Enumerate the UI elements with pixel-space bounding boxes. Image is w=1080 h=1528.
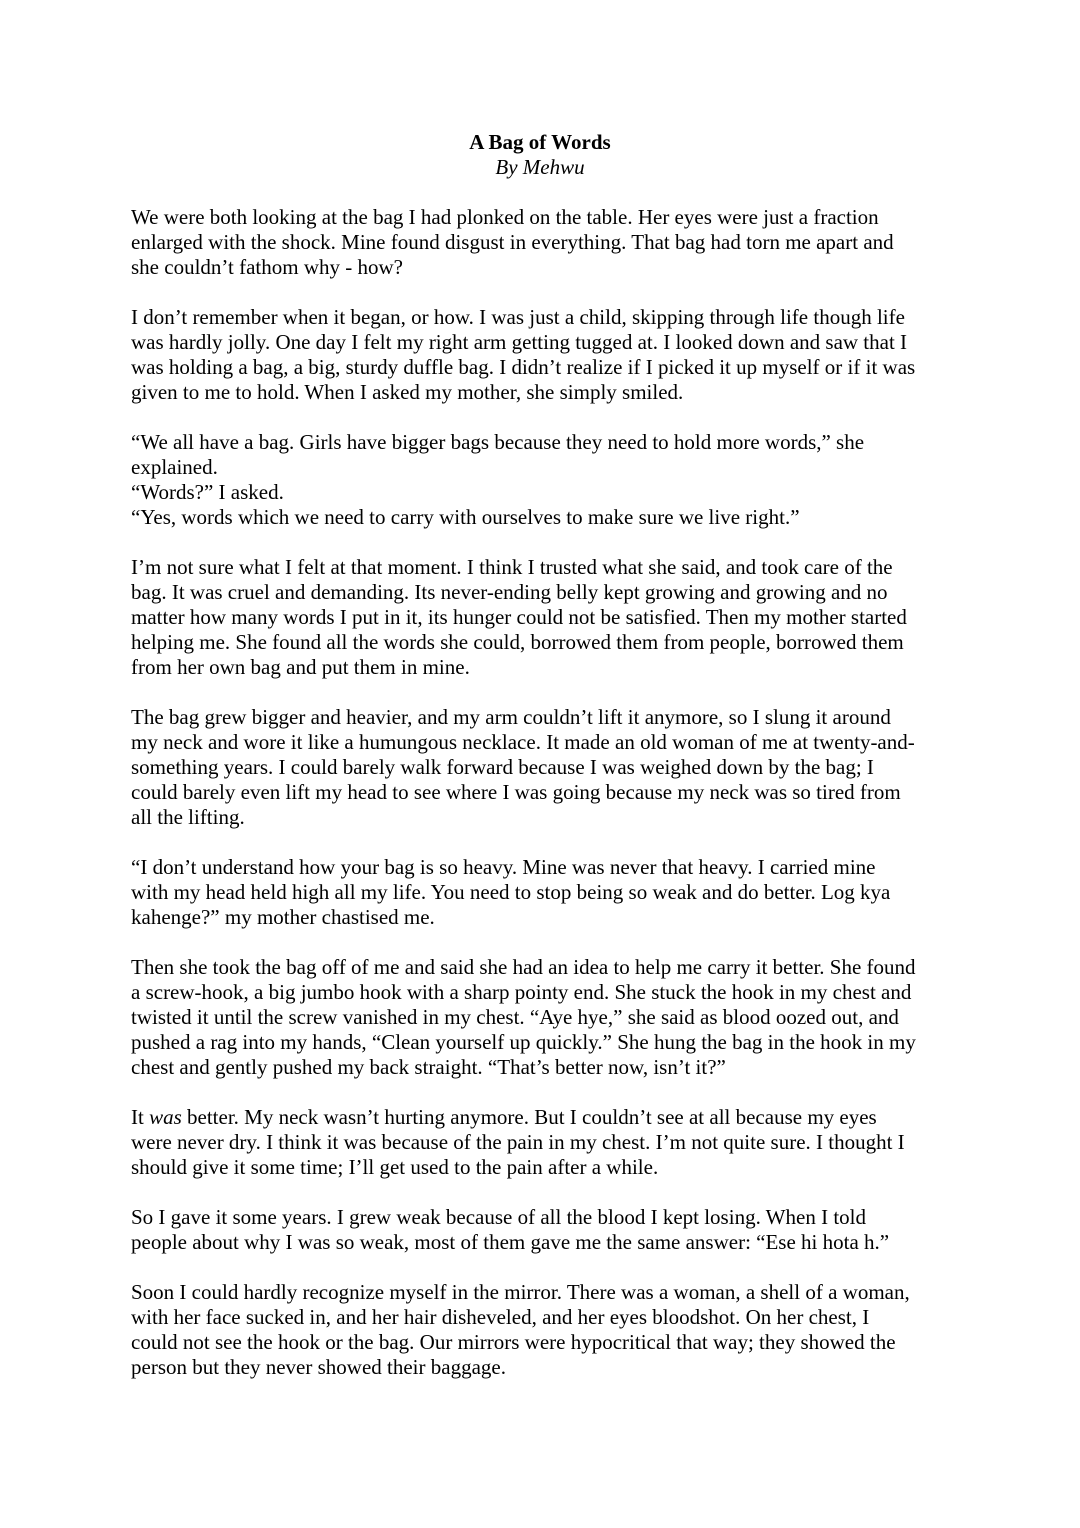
paragraph-9 bbox=[131, 955, 961, 1080]
text-line: given to me to hold. When I asked my mother, she simply smiled. bbox=[131, 380, 684, 404]
text-line: I don’t remember when it began, or how. I was just a child, skipping through life though life bbox=[131, 305, 905, 329]
text-line: I’m not sure what I felt at that moment. I think I trusted what she said, and took care of the bbox=[131, 555, 893, 579]
paragraph-12 bbox=[131, 1280, 961, 1380]
text-line: The bag grew bigger and heavier, and my arm couldn’t lift it anymore, so I slung it around bbox=[131, 705, 891, 729]
text-line: twisted it until the screw vanished in my chest. “Aye hye,” she said as blood oozed out, and bbox=[131, 1005, 899, 1029]
text-line: was hardly jolly. One day I felt my right arm getting tugged at. I looked down and saw that I bbox=[131, 330, 908, 354]
text-line: a screw-hook, a big jumbo hook with a sharp pointy end. She stuck the hook in my chest and bbox=[131, 980, 912, 1004]
text-line: with my head held high all my life. You need to stop being so weak and do better. Log kya bbox=[131, 880, 891, 904]
text-line: bag. It was cruel and demanding. Its never-ending belly kept growing and growing and no bbox=[131, 580, 888, 604]
text-line: Soon I could hardly recognize myself in the mirror. There was a woman, a shell of a woman, bbox=[131, 1280, 910, 1304]
text-line: “Yes, words which we need to carry with ourselves to make sure we live right.” bbox=[131, 505, 800, 529]
paragraph-8 bbox=[131, 855, 961, 930]
text-run: It bbox=[131, 1105, 150, 1129]
text-line: “We all have a bag. Girls have bigger bags because they need to hold more words,” she bbox=[131, 430, 865, 454]
text-line: from her own bag and put them in mine. bbox=[131, 655, 470, 679]
text-line: “Words?” I asked. bbox=[131, 480, 284, 504]
paragraph-3 bbox=[131, 430, 961, 480]
text-line: was holding a bag, a big, sturdy duffle bag. I didn’t realize if I picked it up myself or if it was bbox=[131, 355, 916, 379]
story-byline: By Mehwu bbox=[495, 155, 585, 179]
paragraph-10 bbox=[131, 1105, 961, 1180]
text-line: with her face sucked in, and her hair disheveled, and her eyes bloodshot. On her chest, I bbox=[131, 1305, 870, 1329]
text-line: helping me. She found all the words she could, borrowed them from people, borrowed them bbox=[131, 630, 904, 654]
text-line: could not see the hook or the bag. Our mirrors were hypocritical that way; they showed the bbox=[131, 1330, 896, 1354]
text-line: Then she took the bag off of me and said she had an idea to help me carry it better. She found bbox=[131, 955, 916, 979]
text-line: pushed a rag into my hands, “Clean yourself up quickly.” She hung the bag in the hook in my bbox=[131, 1030, 916, 1054]
text-line: could barely even lift my head to see where I was going because my neck was so tired from bbox=[131, 780, 901, 804]
text-line: people about why I was so weak, most of them gave me the same answer: “Ese hi hota h.” bbox=[131, 1230, 890, 1254]
text-line: were never dry. I think it was because of the pain in my chest. I’m not quite sure. I thought I bbox=[131, 1130, 905, 1154]
text-line bbox=[131, 1105, 961, 1130]
text-line: she couldn’t fathom why - how? bbox=[131, 255, 403, 279]
text-line: enlarged with the shock. Mine found disgust in everything. That bag had torn me apart and bbox=[131, 230, 894, 254]
paragraph-7 bbox=[131, 705, 961, 830]
paragraph-1 bbox=[131, 205, 961, 280]
paragraph-2 bbox=[131, 305, 961, 405]
emphasized-word: was bbox=[149, 1105, 182, 1129]
text-line: something years. I could barely walk forward because I was weighed down by the bag; I bbox=[131, 755, 874, 779]
text-line: person but they never showed their baggage. bbox=[131, 1355, 506, 1379]
paragraph-4 bbox=[131, 480, 961, 505]
text-line: “I don’t understand how your bag is so heavy. Mine was never that heavy. I carried mine bbox=[131, 855, 876, 879]
text-line: should give it some time; I’ll get used to the pain after a while. bbox=[131, 1155, 659, 1179]
text-line: We were both looking at the bag I had plonked on the table. Her eyes were just a fraction bbox=[131, 205, 879, 229]
story-title: A Bag of Words bbox=[469, 130, 611, 154]
paragraph-5 bbox=[131, 505, 961, 530]
text-line: explained. bbox=[131, 455, 218, 479]
text-run: better. My neck wasn’t hurting anymore. But I couldn’t see at all because my eyes bbox=[181, 1105, 877, 1129]
paragraph-6 bbox=[131, 555, 961, 680]
paragraph-11 bbox=[131, 1205, 961, 1255]
story-body bbox=[131, 205, 961, 1405]
text-line: all the lifting. bbox=[131, 805, 245, 829]
text-line: So I gave it some years. I grew weak because of all the blood I kept losing. When I told bbox=[131, 1205, 866, 1229]
text-line: my neck and wore it like a humungous necklace. It made an old woman of me at twenty-and- bbox=[131, 730, 915, 754]
text-line: chest and gently pushed my back straight. “That’s better now, isn’t it?” bbox=[131, 1055, 726, 1079]
text-line: matter how many words I put in it, its hunger could not be satisfied. Then my mother started bbox=[131, 605, 907, 629]
text-line: kahenge?” my mother chastised me. bbox=[131, 905, 435, 929]
